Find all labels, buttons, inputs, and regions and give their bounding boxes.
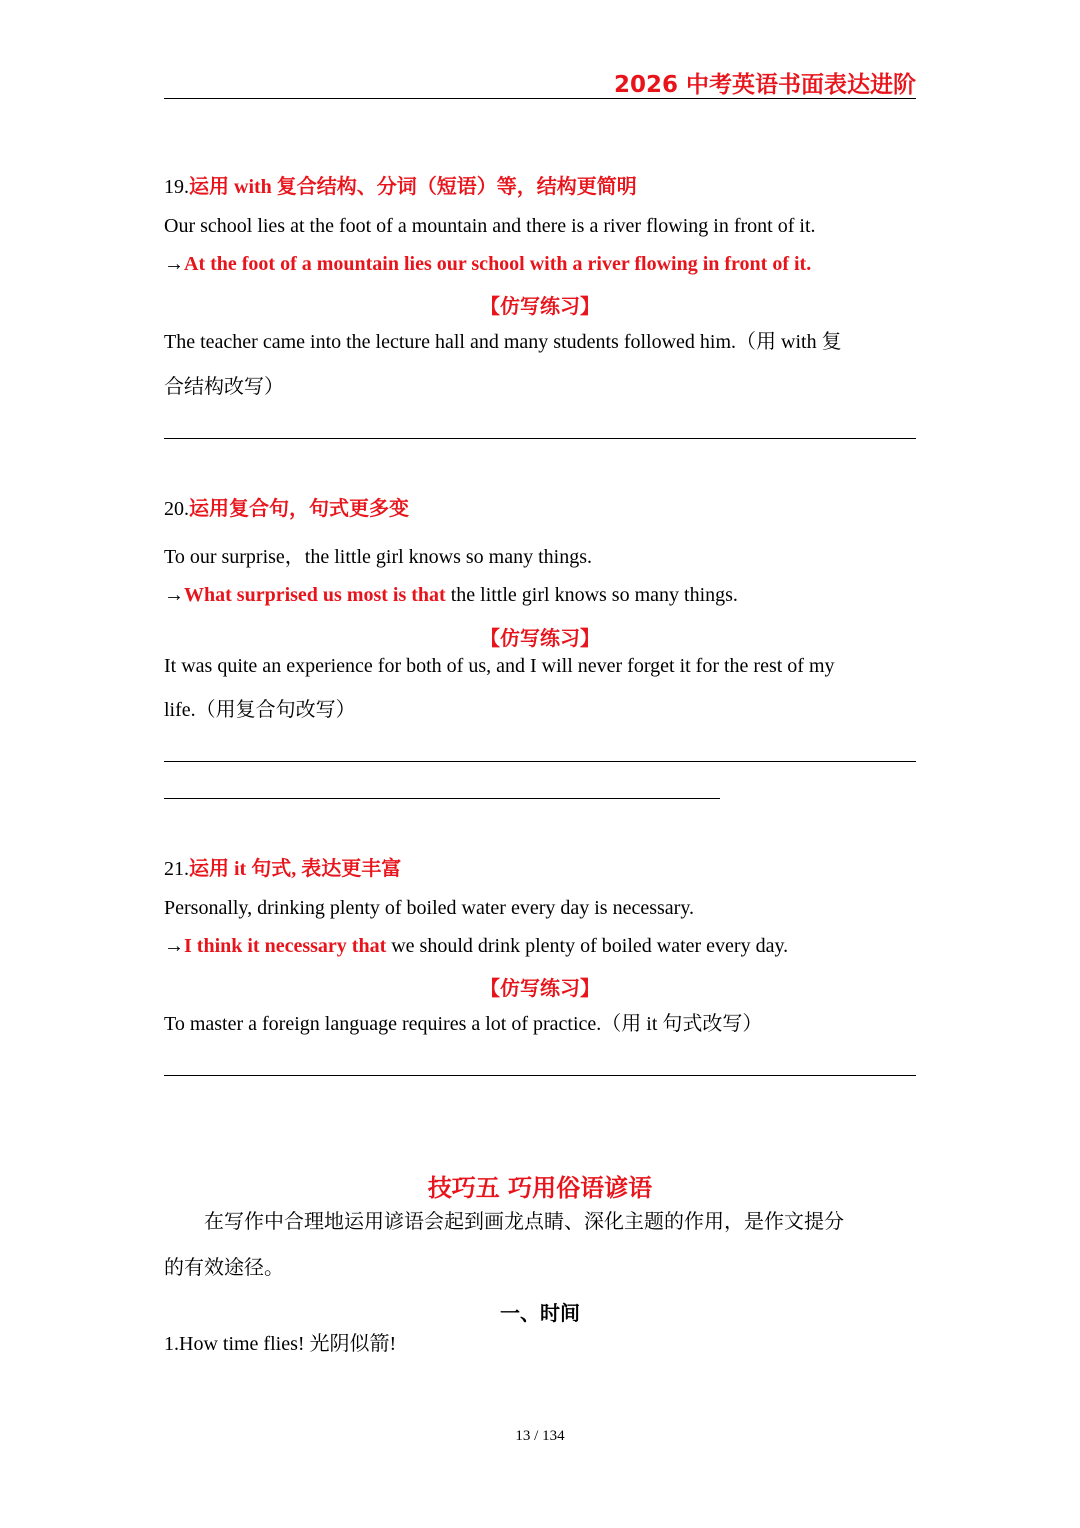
section-21-answer-line xyxy=(164,1075,916,1076)
section-20-rewrite-red: What surprised us most is that xyxy=(184,584,446,606)
section-19-heading xyxy=(164,170,637,199)
section-19-rewrite-text: At the foot of a mountain lies our school with a river flowing in front of it. xyxy=(184,253,812,275)
tip5-intro-line2: 的有效途径。 xyxy=(164,1257,284,1279)
page-number: 13 / 134 xyxy=(515,1428,565,1444)
section-19-task-line1: The teacher came into the lecture hall and many students followed him.（用 with 复 xyxy=(164,331,842,353)
section-20-example: To our surprise，the little girl knows so many things. xyxy=(164,546,593,568)
section-19-task-line2: 合结构改写） xyxy=(164,376,284,398)
arrow: → xyxy=(164,935,184,957)
section-21-heading xyxy=(164,852,401,881)
subsection-title-time: 一、时间 xyxy=(500,1301,580,1325)
section-19-rewrite xyxy=(164,253,811,276)
section-21-number: 21. xyxy=(164,858,189,880)
section-20-rewrite xyxy=(164,584,738,607)
section-21-rewrite xyxy=(164,935,788,958)
section-21-rewrite-red: I think it necessary that xyxy=(184,935,387,957)
section-21-heading-text: 运用 it 句式, 表达更丰富 xyxy=(189,858,402,880)
proverb-item-1: 1.How time flies! 光阴似箭! xyxy=(164,1333,397,1355)
tip5-title: 技巧五 巧用俗语谚语 xyxy=(427,1174,653,1202)
section-20-number: 20. xyxy=(164,498,189,520)
section-20-answer-line-2 xyxy=(164,798,720,799)
section-20-answer-line-1 xyxy=(164,761,916,762)
section-20-practice-label: 【仿写练习】 xyxy=(480,626,600,650)
section-20-task-line2: life.（用复合句改写） xyxy=(164,699,356,721)
section-19-practice-label: 【仿写练习】 xyxy=(480,294,600,318)
section-21-practice-label: 【仿写练习】 xyxy=(480,976,600,1000)
section-20-heading-text: 运用复合句，句式更多变 xyxy=(189,498,409,520)
arrow: → xyxy=(164,584,184,606)
section-21-task-line1: To master a foreign language requires a lot of practice.（用 it 句式改写） xyxy=(164,1013,763,1035)
section-21-example: Personally, drinking plenty of boiled water every day is necessary. xyxy=(164,897,695,919)
arrow: → xyxy=(164,253,184,275)
section-20-task-line1: It was quite an experience for both of us, and I will never forget it for the rest of my xyxy=(164,655,835,677)
section-20-heading xyxy=(164,492,409,521)
section-19-number: 19. xyxy=(164,176,189,198)
section-19-answer-line xyxy=(164,438,916,439)
section-20-rewrite-rest: the little girl knows so many things. xyxy=(445,584,738,606)
section-19-example: Our school lies at the foot of a mountain and there is a river flowing in front of it. xyxy=(164,215,816,237)
header-divider xyxy=(164,98,916,99)
section-19-heading-text: 运用 with 复合结构、分词（短语）等，结构更简明 xyxy=(189,176,637,198)
header-title: 2026 中考英语书面表达进阶 xyxy=(613,72,916,98)
tip5-intro-line1: 在写作中合理地运用谚语会起到画龙点睛、深化主题的作用，是作文提分 xyxy=(204,1211,844,1233)
section-21-rewrite-rest: we should drink plenty of boiled water every day. xyxy=(386,935,789,957)
